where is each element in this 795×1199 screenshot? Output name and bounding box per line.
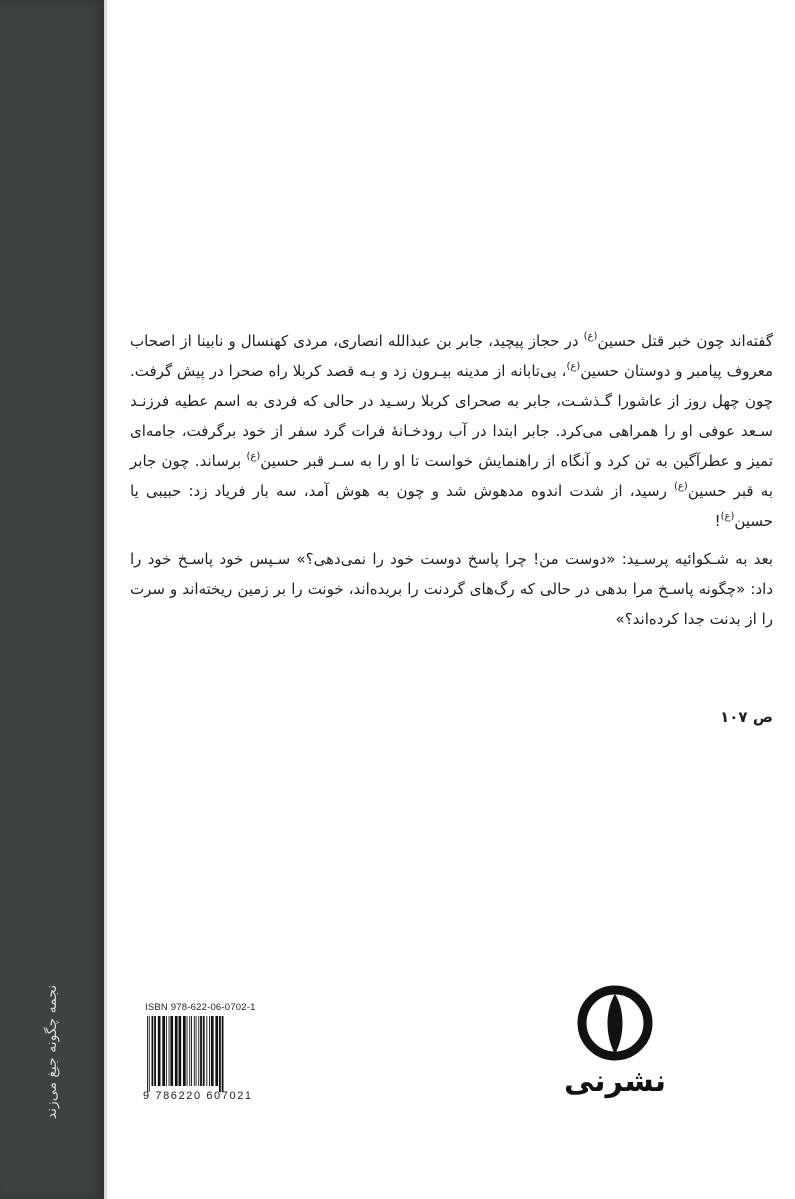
barcode-bar <box>219 1016 221 1092</box>
barcode-bar <box>147 1016 148 1092</box>
blurb-paragraph-2: بعد به شـکوائیه پرسـید: «دوست من! چرا پاسخ دوست خود را نمی‌دهی؟» سـپس خود پاسـخ خود را داد: «چگونه پاسـخ مرا بدهی در حالی که رگ‌های گردنت را بریده‌اند، خونت را بر زمین ریخته‌اند و سرت را از بدنت جدا کرده‌اند؟» <box>130 550 773 628</box>
barcode-bar <box>189 1016 190 1086</box>
barcode-bar <box>158 1016 161 1086</box>
barcode-bar <box>179 1016 182 1086</box>
honorific-superscript: (ع) <box>720 511 735 522</box>
honorific-superscript: (ع) <box>566 361 581 372</box>
blurb-text: رسید، از شدت اندوه مدهوش شد و چون به هوش آمد، سه بار فریاد زد: حبیبی یا حسین <box>130 482 773 530</box>
nashr-ney-logo-icon <box>575 980 655 1066</box>
barcode-bar <box>194 1016 195 1086</box>
barcode-bars <box>143 1016 279 1092</box>
barcode-digits: 9 786220 607021 <box>143 1090 253 1102</box>
barcode-bar <box>154 1016 156 1086</box>
barcode-bar <box>152 1016 154 1086</box>
blurb-text: ، بی‌تابانه از مدینه بیـرون زد و بـه قصد کربلا راه صحرا در پیش گرفت. چون چهل روز از عاشورا گـذشـت، جابر به صحرای کربلا رسـید در حالی که فردی به اسم عطیه فرزنـد سـعد عوفی او را همراهی می‌کرد. جابر ابتدا در آب رودخـانهٔ فرات گرد سفر از خود برگرفت، جامه‌ای تمیز و عطرآگین به تن کرد و آنگاه از راهنمایش خواست تا او را به سـر قبر حسین <box>130 362 773 470</box>
barcode-bar <box>211 1016 214 1086</box>
isbn-barcode <box>143 1002 279 1114</box>
isbn-label: ISBN 978-622-06-0702-1 <box>145 1002 256 1013</box>
barcode-bar <box>169 1016 170 1086</box>
blurb-text: گفته‌اند چون خبر قتل حسین <box>597 332 773 350</box>
barcode-bar <box>187 1016 188 1086</box>
barcode-bar <box>166 1016 167 1086</box>
blurb-paragraph-1 <box>130 326 773 536</box>
blurb-text: برساند. چون جابر به قبر حسین <box>130 452 774 500</box>
barcode-bar <box>149 1016 150 1092</box>
book-spine <box>0 0 104 1199</box>
barcode-bar <box>191 1016 192 1086</box>
back-cover-blurb <box>130 326 773 634</box>
barcode-bar <box>183 1016 186 1086</box>
barcode-bar <box>200 1016 202 1086</box>
barcode-bar <box>203 1016 205 1086</box>
page-reference: ص ۱۰۷ <box>720 708 773 726</box>
barcode-bar <box>215 1016 218 1086</box>
barcode-bar <box>170 1016 173 1086</box>
spine-title: نجمه چگونه جیغ می‌زند <box>44 984 60 1120</box>
barcode-bar <box>209 1016 210 1086</box>
barcode-bar <box>206 1016 207 1086</box>
publisher-name: نشرنی <box>563 1064 667 1099</box>
blurb-text: در حجاز پیچید، جابر بن عبدالله انصاری، مردی کهنسال و نابینا از اصحاب معروف پیامبر و دوستان حسین <box>130 332 773 380</box>
barcode-bar <box>196 1016 197 1086</box>
honorific-superscript: (ع) <box>246 451 261 462</box>
barcode-bar <box>162 1016 165 1086</box>
barcode-bar <box>222 1016 224 1092</box>
barcode-bar <box>175 1016 178 1086</box>
barcode-bar <box>198 1016 199 1086</box>
spine-edge-divider <box>104 0 107 1199</box>
honorific-superscript: (ع) <box>583 331 598 342</box>
honorific-superscript: (ع) <box>674 481 688 492</box>
blurb-text: ! <box>714 512 721 530</box>
